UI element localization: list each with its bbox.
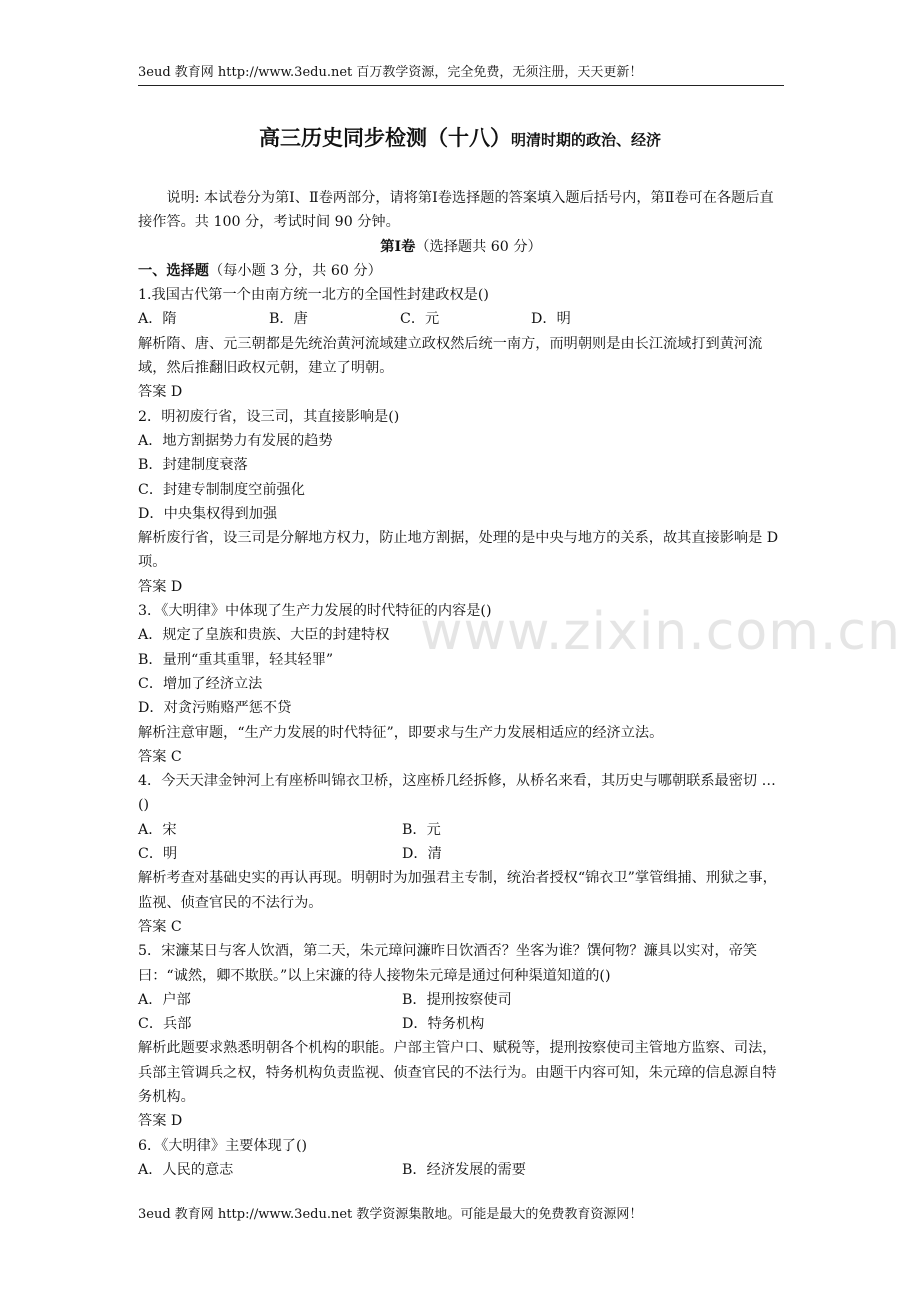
section-heading-bold: 第Ⅰ卷	[380, 238, 416, 255]
option: A．隋	[138, 311, 177, 328]
question-stem: 4．今天天津金钟河上有座桥叫锦衣卫桥，这座桥几经拆修，从桥名来看，其历史与哪朝联系最密切 …()	[138, 773, 776, 814]
question-analysis: 解析考查对基础史实的再认再现。明朝时为加强君主专制，统治者授权“锦衣卫”掌管缉捕、刑狱之事，监视、侦查官民的不法行为。	[138, 870, 777, 911]
option: C．明	[138, 846, 178, 863]
option: C．元	[400, 311, 440, 328]
option: D．清	[402, 846, 442, 863]
question-options	[138, 988, 784, 1012]
part-heading-rest: （每小题 3 分，共 60 分）	[208, 262, 382, 279]
option: B．封建制度衰落	[138, 457, 248, 474]
option: B．唐	[269, 311, 308, 328]
option: C．封建专制制度空前强化	[138, 481, 305, 498]
question-stem: 5．宋濂某日与客人饮酒，第二天，朱元璋问濂昨日饮酒否？坐客为谁？馔何物？濂具以实对，帝笑曰：“诚然，卿不欺朕。”以上宋濂的待人接物朱元璋是通过何种渠道知道的()	[138, 943, 758, 984]
intro-text: 说明: 本试卷分为第Ⅰ、Ⅱ卷两部分，请将第Ⅰ卷选择题的答案填入题后括号内，第Ⅱ卷可在各题后直接作答。共 100 分，考试时间 90 分钟。	[138, 190, 774, 231]
question-options	[138, 1012, 784, 1036]
question-stem: 6．《大明律》主要体现了()	[138, 1137, 308, 1154]
option: C．兵部	[138, 1016, 192, 1033]
title-subtitle: 明清时期的政治、经济	[510, 131, 661, 149]
page-footer: 3eud 教育网 http://www.3edu.net 教学资源集散地。可能是最大的免费教育资源网！	[138, 1207, 643, 1222]
option: A．地方割据势力有发展的趋势	[138, 432, 333, 449]
title-main: 高三历史同步检测（十八）	[258, 126, 511, 150]
question-analysis: 解析注意审题，“生产力发展的时代特征”，即要求与生产力发展相适应的经济立法。	[138, 724, 664, 741]
question-analysis: 解析此题要求熟悉明朝各个机构的职能。户部主管户口、赋税等，提刑按察使司主管地方监察、司法，兵部主管调兵之权，特务机构负责监视、侦查官民的不法行为。由题干内容可知，朱元璋的信息源自特务机构。	[138, 1040, 777, 1105]
question-stem: 1.我国古代第一个由南方统一北方的全国性封建政权是()	[138, 287, 489, 304]
question-answer: 答案 D	[138, 1113, 183, 1130]
question-options	[138, 1158, 784, 1182]
question-answer: 答案 C	[138, 748, 182, 765]
question-answer: 答案 D	[138, 578, 183, 595]
option: D．明	[531, 311, 571, 328]
option: B．提刑按察使司	[402, 991, 512, 1008]
question-stem: 2．明初废行省，设三司，其直接影响是()	[138, 408, 400, 425]
option: A．户部	[138, 991, 191, 1008]
question-analysis: 解析隋、唐、元三朝都是先统治黄河流域建立政权然后统一南方，而明朝则是由长江流域打到黄河流域，然后推翻旧政权元朝，建立了明朝。	[138, 335, 763, 377]
question-answer: 答案 C	[138, 918, 182, 935]
option: D．特务机构	[402, 1016, 485, 1033]
option: B．量刑“重其重罪，轻其轻罪”	[138, 651, 334, 668]
option: B．经济发展的需要	[402, 1161, 526, 1178]
option: C．增加了经济立法	[138, 675, 263, 692]
question-options	[138, 818, 784, 842]
document-body	[138, 186, 784, 1182]
question-options	[138, 307, 784, 331]
question-analysis: 解析废行省，设三司是分解地方权力，防止地方割据，处理的是中央与地方的关系，故其直接影响是 D 项。	[138, 530, 779, 571]
option: D．对贪污贿赂严惩不贷	[138, 700, 292, 717]
part-heading	[138, 259, 784, 283]
page-header: 3eud 教育网 http://www.3edu.net 百万教学资源，完全免费，无须注册，天天更新！	[138, 64, 784, 86]
option: A．规定了皇族和贵族、大臣的封建特权	[138, 627, 390, 644]
section-heading-rest: （选择题共 60 分）	[415, 238, 542, 255]
question-stem: 3．《大明律》中体现了生产力发展的时代特征的内容是()	[138, 603, 492, 620]
option: B．元	[402, 821, 441, 838]
section-heading	[138, 235, 784, 259]
option: A．宋	[138, 821, 177, 838]
question-answer: 答案 D	[138, 384, 183, 401]
part-heading-bold: 一、选择题	[138, 262, 209, 279]
question-options	[138, 842, 784, 866]
option: A．人民的意志	[138, 1161, 234, 1178]
option: D．中央集权得到加强	[138, 505, 278, 522]
watermark: www.zixin.com.cn	[420, 602, 901, 662]
document-title	[0, 122, 920, 152]
